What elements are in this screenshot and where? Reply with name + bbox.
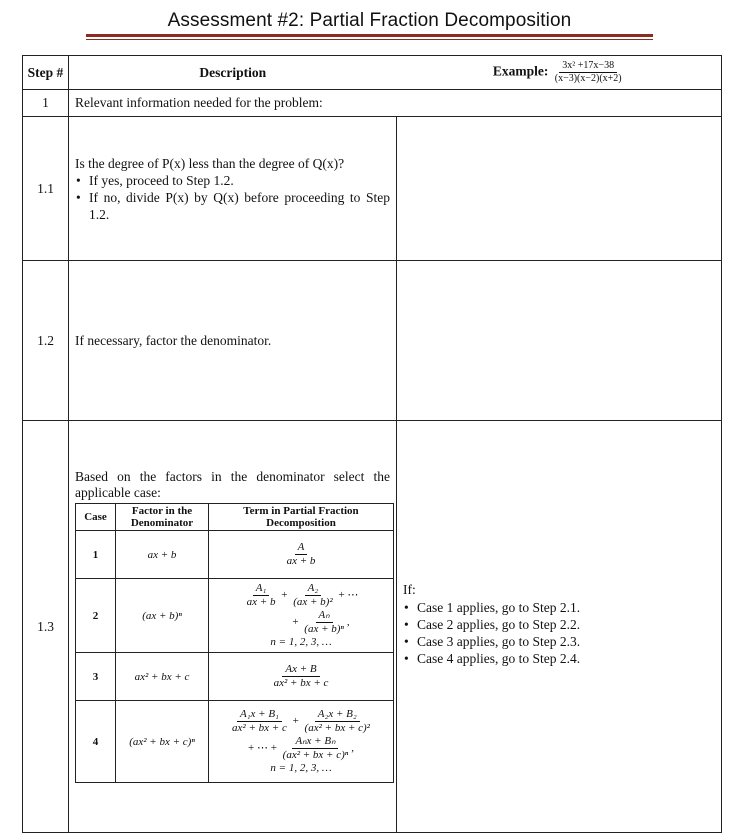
case-number: 3 (76, 653, 116, 701)
case-row-4 (76, 701, 394, 783)
case-factor: ax² + bx + c (116, 653, 209, 701)
example-fraction (552, 60, 625, 85)
term-col-header: Term in Partial Fraction Decomposition (209, 504, 394, 531)
case-row-1 (76, 531, 394, 579)
step-description: If necessary, factor the denominator. (69, 261, 397, 421)
result-bullet: • Case 4 applies, go to Step 2.4. (417, 650, 721, 667)
bullet-yes: • If yes, proceed to Step 1.2. (89, 172, 390, 189)
case-number: 2 (76, 579, 116, 653)
case-number: 1 (76, 531, 116, 579)
case-row-2 (76, 579, 394, 653)
term-denominator: ax + b (286, 555, 316, 567)
term-numerator: A₂x + B₂ (315, 708, 360, 722)
term-numerator: Aₙ (316, 609, 333, 623)
term-denominator: (ax² + bx + c)² (304, 722, 370, 734)
step-row-1-1 (23, 117, 722, 261)
step-row-1 (23, 90, 722, 117)
case-term: $\frac{\text{A₁x + B₁}}{\text{ax² + bx + c}}$ + $\frac{\text{A₂x + B₂}}{\text{(ax² + bx + c)²}}$ + ⋯ + $\frac{\text{Aₙx + Bₙ}}{\text{(ax² + bx + c)ⁿ}}$ , n = 1, 2, 3, … (209, 701, 394, 783)
term-numerator: Aₙx + Bₙ (292, 735, 338, 749)
case-term: $\frac{\text{A₁}}{ax + b}$ + $\frac{\text{A₂}}{\text{(ax + b)²}}$ + ⋯ + $\frac{\text{Aₙ}}{\text{(ax + b)ⁿ}}$ , n = 1, 2, 3, … (209, 579, 394, 653)
example-label: Example: (492, 63, 549, 79)
case-term (209, 531, 394, 579)
step-row-1-2 (23, 261, 722, 421)
term-numerator: A₁x + B₁ (237, 708, 282, 722)
term-numerator: A (295, 541, 308, 555)
term-condition: n = 1, 2, 3, … (270, 636, 332, 648)
step-header: Step # (23, 56, 69, 90)
steps-table (22, 55, 722, 833)
case-number: 4 (76, 701, 116, 783)
case-col-header: Case (76, 504, 116, 531)
step-number: 1.1 (23, 117, 69, 261)
term-condition: n = 1, 2, 3, … (270, 762, 332, 774)
bullet-no: • If no, divide P(x) by Q(x) before proceeding to Step 1.2. (89, 189, 390, 223)
step-description (69, 421, 397, 833)
term-denominator: ax² + bx + c (273, 677, 329, 689)
example-numerator: 3x² +17x−38 (559, 60, 617, 73)
title-rule (86, 34, 653, 37)
case-factor: (ax² + bx + c)ⁿ (116, 701, 209, 783)
step-number: 1.3 (23, 421, 69, 833)
case-row-3 (76, 653, 394, 701)
example-work-area (397, 117, 722, 261)
case-result (397, 421, 722, 833)
degree-bullets (75, 172, 390, 223)
term-denominator: (ax + b)² (293, 596, 333, 608)
result-bullet: • Case 2 applies, go to Step 2.2. (417, 616, 721, 633)
case-factor: ax + b (116, 531, 209, 579)
step-row-1-3 (23, 421, 722, 833)
case-intro: Based on the factors in the denominator select the applicable case: (75, 469, 390, 500)
title-rule-thin (86, 39, 653, 40)
case-factor: (ax + b)ⁿ (116, 579, 209, 653)
term-denominator: ax² + bx + c (232, 722, 287, 734)
degree-question: Is the degree of P(x) less than the degree of Q(x)? (75, 155, 345, 171)
case-table (75, 503, 394, 783)
result-bullet: • Case 3 applies, go to Step 2.3. (417, 633, 721, 650)
step-description: Relevant information needed for the problem: (69, 90, 722, 117)
case-term (209, 653, 394, 701)
result-bullet: • Case 1 applies, go to Step 2.1. (417, 599, 721, 616)
page-title: Assessment #2: Partial Fraction Decomposition (167, 10, 572, 31)
term-denominator: ax + b (246, 596, 276, 608)
description-header: Description (69, 56, 397, 90)
if-label: If: (403, 582, 416, 597)
case-result-bullets (403, 599, 721, 667)
example-denominator: (x−3)(x−2)(x+2) (554, 73, 622, 84)
step-number: 1.2 (23, 261, 69, 421)
step-number: 1 (23, 90, 69, 117)
term-numerator: A₁ (253, 582, 270, 596)
header-row (23, 56, 722, 90)
case-header-row (76, 504, 394, 531)
term-numerator: Ax + B (282, 663, 319, 677)
example-work-area (397, 261, 722, 421)
term-denominator: (ax + b)ⁿ (304, 623, 344, 635)
term-numerator: A₂ (305, 582, 322, 596)
term-denominator: (ax² + bx + c)ⁿ (282, 749, 349, 761)
step-description (69, 117, 397, 261)
example-header (397, 56, 722, 90)
factor-col-header: Factor in the Denominator (116, 504, 209, 531)
